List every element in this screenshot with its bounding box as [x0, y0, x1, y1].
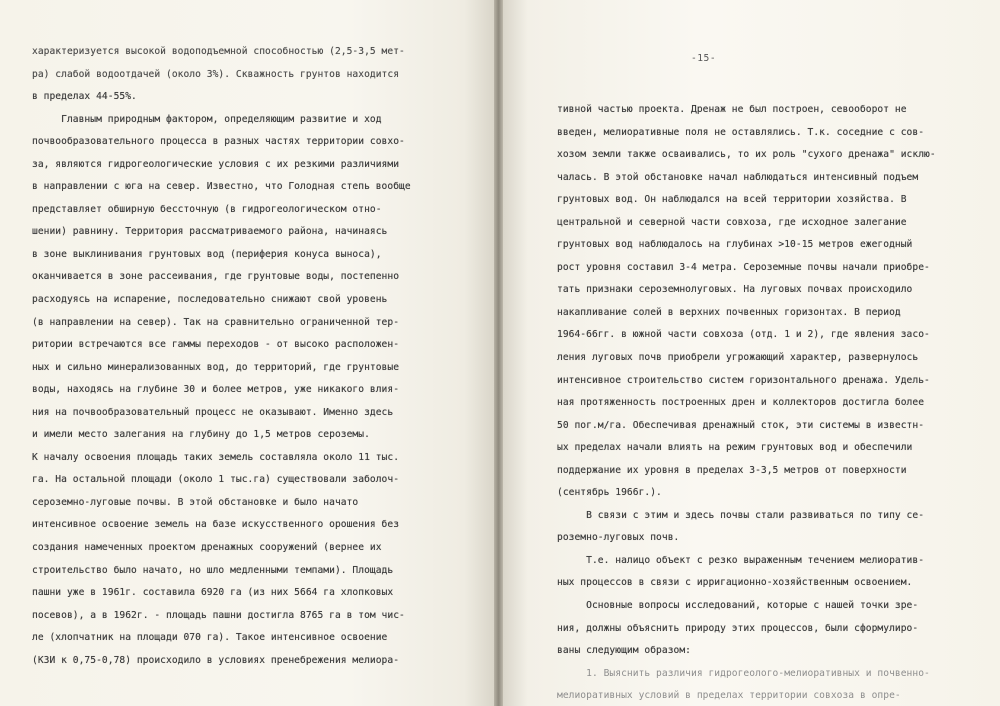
text-line: интенсивное освоение земель на базе искусственного орошения без [32, 519, 400, 531]
text-line: роземно-луговых почв. [557, 532, 680, 544]
text-line: 1. Выяснить различия гидрогеолого-мелиоративных и почвенно- [557, 667, 930, 679]
text-line: шении) равнину. Территория рассматриваемого района, начинаясь [32, 226, 388, 238]
text-line: и имели место залегания на глубину до 1,5 метров сероземы. [32, 429, 370, 441]
text-line: введен, мелиоративные поля не оставлялись. Т.к. соседние с сов- [557, 126, 925, 138]
text-line: мелиоративных условий в пределах территории совхоза в опре- [557, 690, 901, 702]
text-line: ления луговых почв приобрели угрожающий характер, развернулось [557, 352, 919, 364]
text-line: Основные вопросы исследований, которые с нашей точки зре- [557, 600, 919, 612]
text-line: В связи с этим и здесь почвы стали развиваться по типу се- [557, 509, 925, 521]
left-page [0, 0, 494, 706]
text-line: расходуясь на испарение, последовательно снижают свой уровень [32, 294, 388, 306]
text-line: представляет обширную бессточную (в гидрогеологическом отно- [32, 203, 382, 215]
text-line: 1964-66гг. в южной части совхоза (отд. 1 и 2), где явления засо- [557, 329, 930, 341]
text-line: К началу освоения площадь таких земель составляла около 11 тыс. [32, 451, 400, 463]
text-line: ных процессов в связи с ирригационно-хозяйственным освоением. [557, 577, 913, 589]
text-line: ритории встречаются все гаммы переходов - от высоко расположен- [32, 339, 400, 351]
book-gutter [494, 0, 503, 706]
text-line: в направлении с юга на север. Известно, что Голодная степь вообще [32, 181, 411, 193]
text-line: ных и сильно минерализованных вод, до территорий, где грунтовые [32, 361, 400, 373]
text-line: создания намеченных проектом дренажных сооружений (вернее их [32, 542, 382, 554]
text-line: накапливание солей в верхних почвенных горизонтах. В период [557, 306, 901, 318]
text-line: тивной частью проекта. Дренаж не был построен, севооборот не [557, 104, 907, 115]
right-page-text [557, 99, 967, 706]
text-line: 50 пог.м/га. Обеспечивая дренажный сток, эти системы в известн- [557, 419, 925, 431]
text-line: воды, находясь на глубине 30 и более метров, уже никакого влия- [32, 384, 400, 396]
text-line: рост уровня составил 3-4 метра. Сероземные почвы начали приобре- [557, 261, 930, 273]
text-line: хозом земли также осваивались, то их роль "сухого дренажа" исклю- [557, 149, 936, 161]
text-line: ых пределах начали влиять на режим грунтовых вод и обеспечили [557, 442, 913, 454]
page-number: -15- [691, 53, 717, 64]
text-line: га. На остальной площади (около 1 тыс.га) существовали заболоч- [32, 474, 400, 486]
text-line: сероземно-луговые почвы. В этой обстановке и было начато [32, 496, 359, 508]
text-line: ваны следующим образом: [557, 645, 691, 657]
text-line: ния, должны объяснить природу этих процессов, были сформулиро- [557, 622, 919, 634]
text-line: ния на почвообразовательный процесс не оказывают. Именно здесь [32, 406, 394, 418]
text-line: (КЗИ к 0,75-0,78) происходило в условиях пренебрежения мелиора- [32, 654, 400, 666]
text-line: тать признаки сероземнолуговых. На луговых почвах происходило [557, 284, 913, 296]
text-line: почвообразовательного процесса в разных частях территории совхо- [32, 136, 405, 148]
text-line: ле (хлопчатник на площади 070 га). Такое интенсивное освоение [32, 632, 388, 644]
text-line: за, являются гидрогеологические условия с их резкими различиями [32, 158, 400, 170]
text-line: посевов), а в 1962г. - площадь пашни достигла 8765 га в том чис- [32, 609, 405, 621]
right-page [503, 0, 1000, 706]
left-page-text [32, 41, 450, 672]
text-line: Главным природным фактором, определяющим развитие и ход [32, 113, 382, 125]
text-line: (в направлении на север). Так на сравнительно ограниченной тер- [32, 316, 400, 328]
text-line: грунтовых вод наблюдалось на глубинах >10-15 метров ежегодный [557, 239, 913, 251]
text-line: (сентябрь 1966г.). [557, 487, 662, 499]
text-line: ра) слабой водоотдачей (около 3%). Скважность грунтов находится [32, 68, 400, 80]
text-line: центральной и северной части совхоза, где исходное залегание [557, 216, 907, 228]
text-line: пашни уже в 1961г. составила 6920 га (из них 5664 га хлопковых [32, 587, 394, 599]
text-line: чалась. В этой обстановке начал наблюдаться интенсивный подъем [557, 171, 919, 183]
text-line: поддержание их уровня в пределах 3-3,5 метров от поверхности [557, 464, 907, 476]
text-line: ная протяженность построенных дрен и коллекторов достигла более [557, 397, 925, 409]
text-line: строительство было начато, но шло медленными темпами). Площадь [32, 564, 394, 576]
text-line: характеризуется высокой водоподъемной способностью (2,5-3,5 мет- [32, 46, 405, 57]
text-line: грунтовых вод. Он наблюдался на всей территории хозяйства. В [557, 194, 907, 206]
text-line: оканчивается в зоне рассеивания, где грунтовые воды, постепенно [32, 271, 400, 283]
text-line: в зоне выклинивания грунтовых вод (периферия конуса выноса), [32, 248, 382, 260]
text-line: в пределах 44-55%. [32, 91, 137, 103]
text-line: Т.е. налицо объект с резко выраженным течением мелиоратив- [557, 554, 925, 566]
text-line: интенсивное строительство систем горизонтального дренажа. Удель- [557, 374, 930, 386]
